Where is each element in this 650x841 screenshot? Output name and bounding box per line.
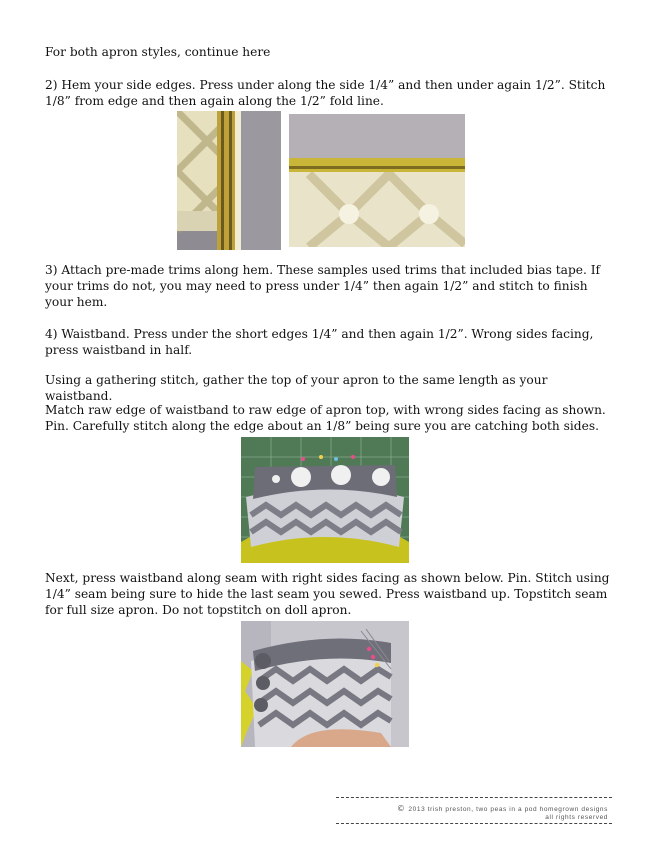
next-step-text: Next, press waistband along seam with right sides facing as shown below. Pin. Stitch using 1/4” seam being sure to hide the last seam you sewed. Press waistband up. Topstitch seam for full size apron. Do not topstitch on doll apron. bbox=[45, 571, 610, 617]
footer-copyright-line: © 2013 trish preston, two peas in a pod homegrown designs bbox=[396, 804, 608, 813]
footer-rights-line: all rights reserved bbox=[545, 814, 608, 821]
step-3-text: 3) Attach pre-made trims along hem. These samples used trims that included bias tape. If your trims do not, you may need to press under 1/4” then again 1/2” and stitch to finish your hem. bbox=[45, 263, 601, 309]
side-hem-photo-1 bbox=[177, 111, 281, 250]
step-2-text: 2) Hem your side edges. Press under along the side 1/4” and then under again 1/2”. Stitch 1/8” from edge and then again along the 1/2” fold line. bbox=[45, 78, 606, 108]
gather-text: Using a gathering stitch, gather the top of your apron to the same length as your waistband. bbox=[45, 373, 548, 403]
waistband-pressed-photo bbox=[241, 621, 409, 747]
step-4-text: 4) Waistband. Press under the short edges 1/4” and then again 1/2”. Wrong sides facing, press waistband in half. bbox=[45, 327, 594, 357]
side-hem-photo-2 bbox=[289, 114, 465, 247]
footer-bottom-divider bbox=[336, 823, 612, 824]
footer-credit bbox=[336, 795, 612, 827]
match-text: Match raw edge of waistband to raw edge of apron top, with wrong sides facing as shown. Pin. Carefully stitch along the edge about an 1/8” being sure you are catching both sides. bbox=[45, 403, 606, 433]
copyright-icon: © bbox=[396, 804, 406, 813]
waistband-pinned-photo bbox=[241, 437, 409, 563]
footer-top-divider bbox=[336, 797, 612, 798]
intro-text: For both apron styles, continue here bbox=[45, 45, 271, 59]
